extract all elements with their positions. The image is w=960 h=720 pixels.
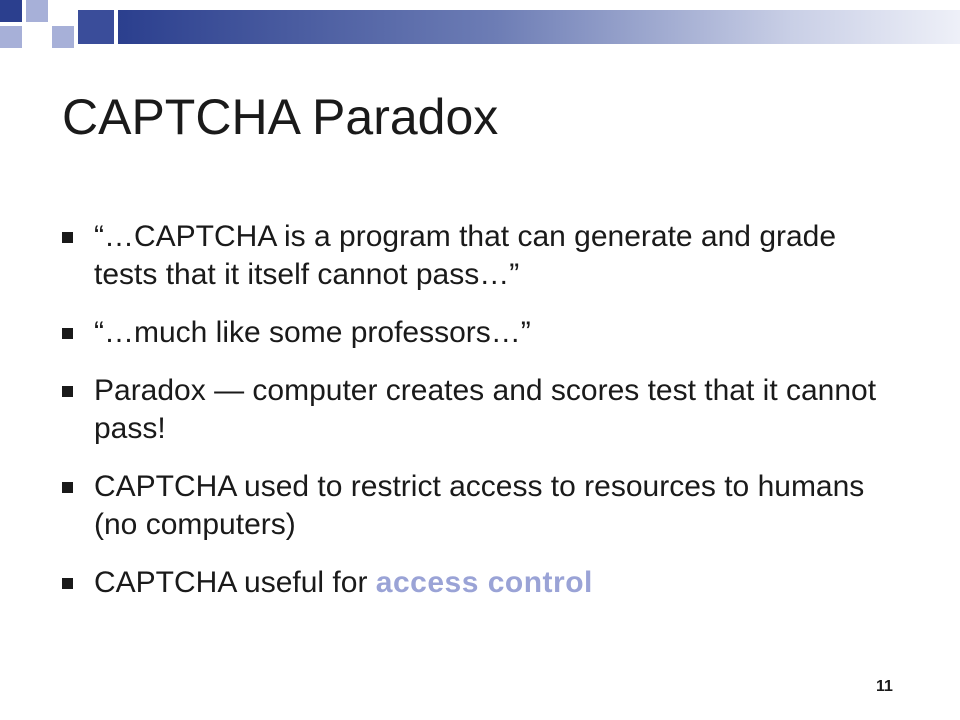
square-bullet-icon bbox=[62, 328, 73, 339]
square-bullet-icon bbox=[62, 578, 73, 589]
header-gradient-band bbox=[118, 10, 960, 44]
header-square-decoration bbox=[52, 26, 74, 48]
slide-title: CAPTCHA Paradox bbox=[62, 89, 499, 145]
bullet-item bbox=[62, 564, 882, 602]
bullet-list bbox=[62, 218, 882, 622]
highlighted-term: access control bbox=[375, 566, 593, 599]
bullet-text: “…much like some professors…” bbox=[94, 316, 531, 349]
bullet-item bbox=[62, 218, 882, 294]
header-square-decoration bbox=[26, 0, 48, 22]
header-square-decoration bbox=[26, 26, 48, 48]
bullet-text: CAPTCHA used to restrict access to resources to humans (no computers) bbox=[94, 470, 865, 541]
square-bullet-icon bbox=[62, 386, 73, 397]
bullet-text: “…CAPTCHA is a program that can generate and grade tests that it itself cannot pass…” bbox=[94, 220, 837, 291]
bullet-item bbox=[62, 314, 882, 352]
header-square-decoration bbox=[78, 10, 114, 44]
bullet-text: Paradox — computer creates and scores test that it cannot pass! bbox=[94, 374, 877, 445]
bullet-item bbox=[62, 468, 882, 544]
page-number: 11 bbox=[876, 678, 893, 695]
bullet-item bbox=[62, 372, 882, 448]
header-square-decoration bbox=[0, 26, 22, 48]
square-bullet-icon bbox=[62, 482, 73, 493]
square-bullet-icon bbox=[62, 232, 73, 243]
bullet-text: CAPTCHA useful for bbox=[94, 566, 376, 599]
header-square-decoration bbox=[52, 0, 74, 22]
header-square-decoration bbox=[0, 0, 22, 22]
